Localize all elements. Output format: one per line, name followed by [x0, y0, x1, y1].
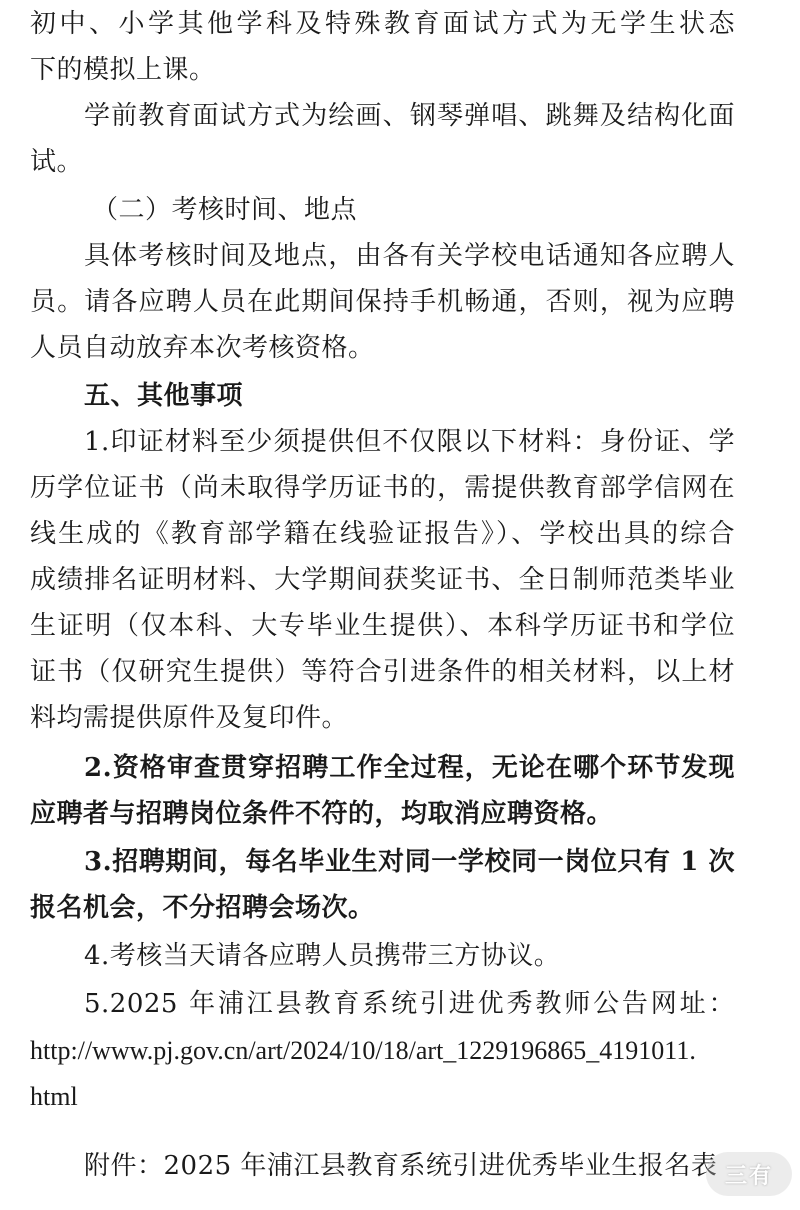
attachment-line: 附件：2025 年浦江县教育系统引进优秀毕业生报名表	[84, 1151, 718, 1181]
paragraph-line: 人员自动放弃本次考核资格。	[30, 333, 375, 363]
section-heading: （二）考核时间、地点	[92, 195, 358, 225]
section-heading: 五、其他事项	[84, 381, 244, 411]
paragraph-line-bold: 应聘者与招聘岗位条件不符的，均取消应聘资格。	[30, 799, 614, 829]
paragraph-line: 初中、小学其他学科及特殊教育面试方式为无学生状态	[30, 9, 735, 39]
paragraph-line: 生证明（仅本科、大专毕业生提供）、本科学历证书和学位	[30, 611, 735, 641]
paragraph-line: 下的模拟上课。	[30, 55, 216, 85]
url-link-line[interactable]: html	[30, 1082, 78, 1111]
paragraph-line-bold: 3.招聘期间，每名毕业生对同一学校同一岗位只有 1 次	[84, 847, 735, 877]
watermark-label: 三有	[724, 1163, 773, 1189]
paragraph-line: 成绩排名证明材料、大学期间获奖证书、全日制师范类毕业	[30, 565, 735, 595]
paragraph-line: 证书（仅研究生提供）等符合引进条件的相关材料，以上材	[30, 657, 735, 687]
paragraph-line: 4.考核当天请各应聘人员携带三方协议。	[84, 941, 561, 971]
paragraph-line: 5.2025 年浦江县教育系统引进优秀教师公告网址：	[84, 989, 735, 1019]
paragraph-line: 员。请各应聘人员在此期间保持手机畅通，否则，视为应聘	[30, 287, 735, 317]
paragraph-line: 具体考核时间及地点，由各有关学校电话通知各应聘人	[84, 241, 735, 271]
paragraph-line: 试。	[30, 147, 84, 177]
paragraph-line: 线生成的《教育部学籍在线验证报告》）、学校出具的综合	[30, 519, 735, 549]
url-link-line[interactable]: http://www.pj.gov.cn/art/2024/10/18/art_1229196865_4191011.	[30, 1036, 696, 1065]
paragraph-line: 历学位证书（尚未取得学历证书的，需提供教育部学信网在	[30, 473, 735, 503]
paragraph-line: 1.印证材料至少须提供但不仅限以下材料：身份证、学	[84, 427, 735, 457]
watermark-badge	[706, 1152, 792, 1196]
paragraph-line-bold: 报名机会，不分招聘会场次。	[30, 893, 375, 923]
paragraph-line: 学前教育面试方式为绘画、钢琴弹唱、跳舞及结构化面	[84, 101, 735, 131]
paragraph-line: 料均需提供原件及复印件。	[30, 703, 349, 733]
paragraph-line-bold: 2.资格审查贯穿招聘工作全过程，无论在哪个环节发现	[84, 753, 735, 783]
